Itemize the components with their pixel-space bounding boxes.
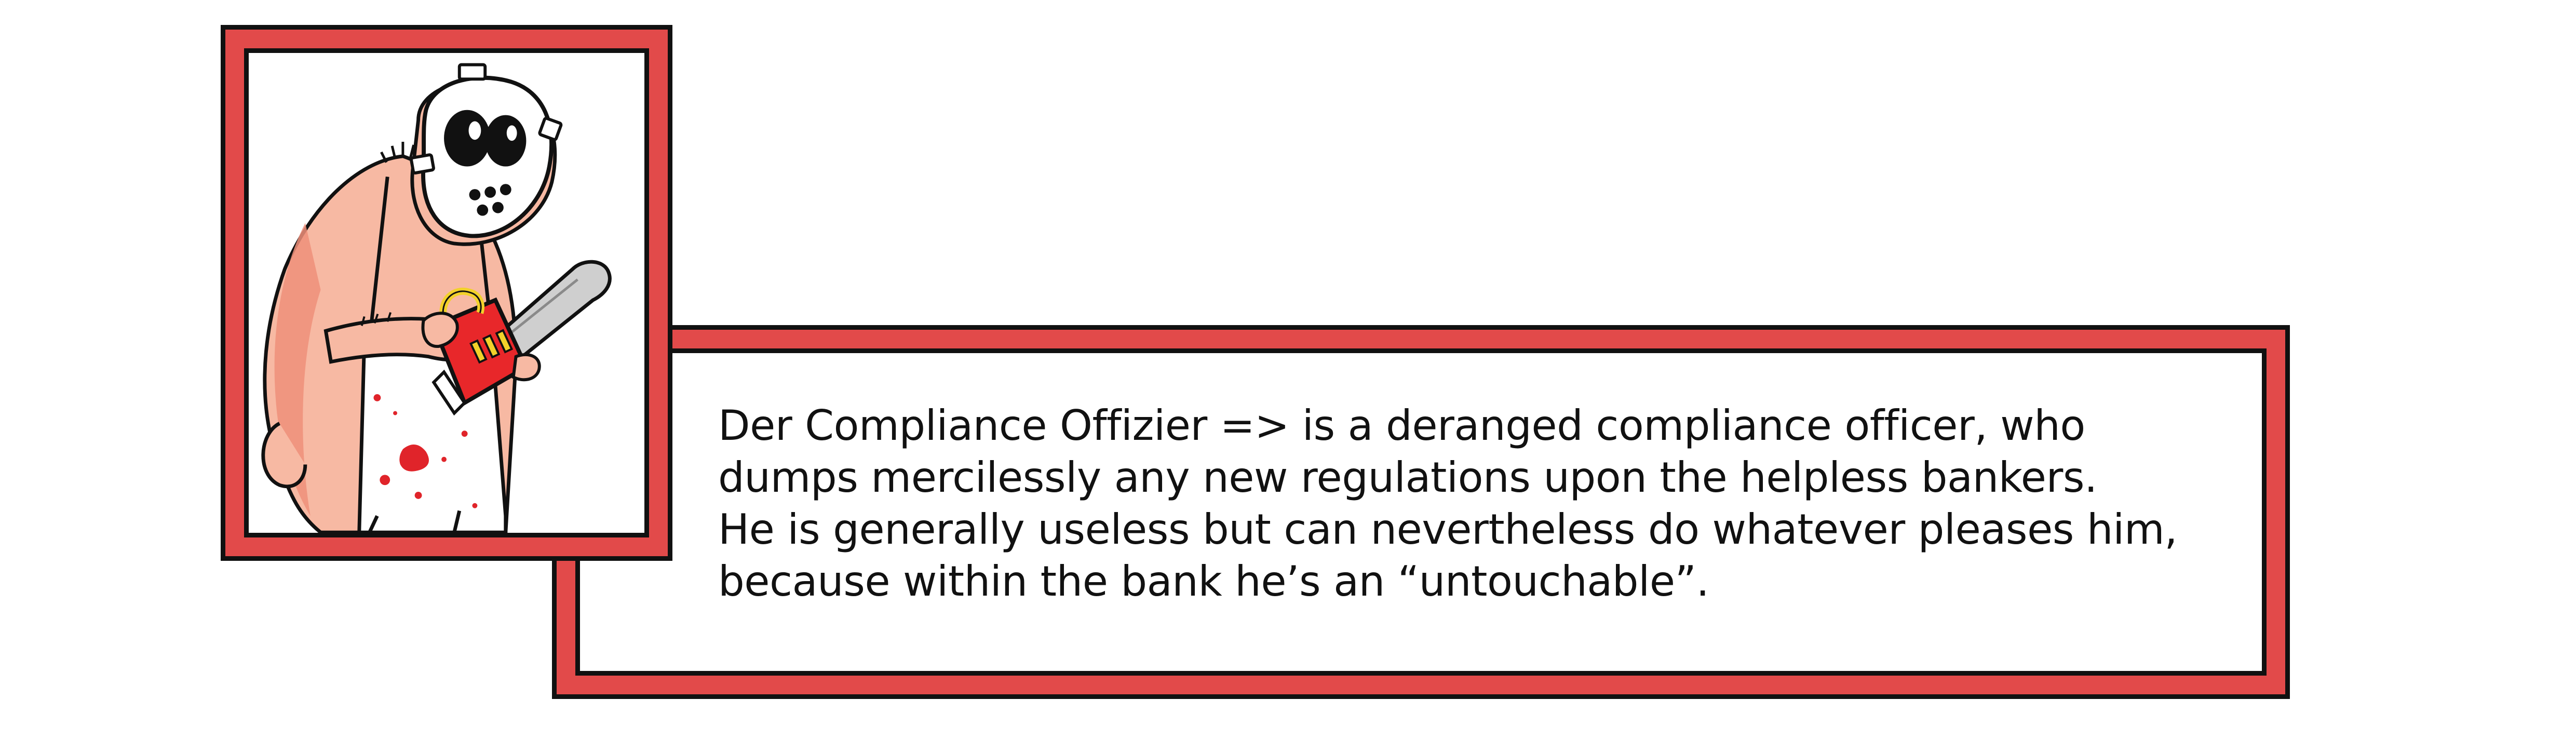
description-line: dumps mercilessly any new regulations upon the helpless bankers. (718, 453, 2097, 502)
mask-strap-left (411, 155, 434, 173)
character-portrait (244, 48, 649, 537)
character-hand (423, 313, 457, 346)
character-front-hand (514, 355, 540, 380)
character-portrait-frame (221, 25, 672, 561)
character-description (718, 400, 2177, 608)
description-line: because within the bank he’s an “untouchable”. (718, 557, 1709, 606)
mask-strap-top (460, 65, 485, 79)
compliance-officer-illustration (249, 53, 644, 533)
description-line: Der Compliance Offizier => is a deranged compliance officer, who (718, 401, 2085, 450)
mask-eye-left (444, 110, 490, 167)
description-line: He is generally useless but can nevertheless do whatever pleases him, (718, 505, 2178, 554)
mask-strap-right (539, 118, 561, 140)
mask-eye-right (485, 115, 526, 167)
